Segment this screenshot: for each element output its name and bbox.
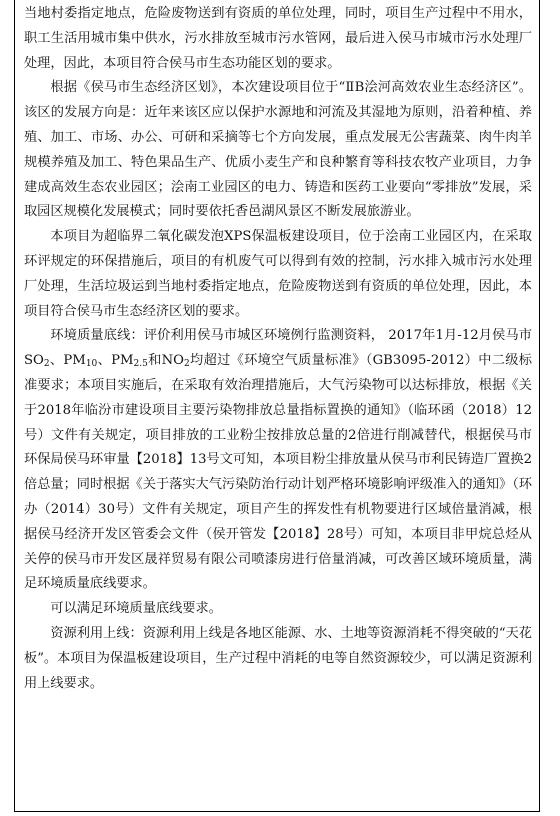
env-quality-text: 环境质量底线：评价利用侯马市城区环境例行监测资料， 2017年1月-12月侯马市SO bbox=[24, 328, 532, 369]
env-quality-text: 、PM bbox=[97, 353, 134, 369]
paragraph-project-description: 本项目为超临界二氧化碳发泡XPS保温板建设项目，位于浍南工业园区内，在采取环评规定的环保措施后，项目的有机废气可以得到有效的控制，污水排入城市污水处理厂处理，生活垃圾运到当地村委指定地点，危险废物送到有资质的单位处理，因此，本项目符合侯马市生态经济区划的要求。 bbox=[24, 229, 532, 319]
env-quality-text: 、PM bbox=[49, 353, 86, 369]
env-quality-text: 和NO bbox=[147, 353, 184, 369]
so2-subscript: 2 bbox=[43, 359, 50, 370]
env-quality-text: 均超过《环境空气质量标准》（GB3095-2012）中二级标准要求；本项目实施后，在采取有效治理措施后，大气污染物可以达标排放，根据《关于2018年临汾市建设项目主要污染物排放总量指标置换的通知》（临环函（2018）12号）文件有关规定，项目排放的工业粉尘按排放总量的2倍进行削减替代，根据侯马市环保局侯马环审量【2018】13号文可知，本项目粉尘排放量从侯马市利民铸造厂置换2倍总量；同时根据《关于落实大气污染防治行动计划严格环境影响评级准入的通知》（环办（2014）30号）文件有关规定，项目产生的挥发性有机物要进行区域倍量消减，根据侯马经济开发区管委会文件（侯开管发【2018】28号）可知，本项目非甲烷总烃从关停的侯马市开发区晟祥贸易有限公司喷漆房进行倍量消减，可改善区域环境质量，满足环境质量底线要求。 bbox=[24, 353, 532, 592]
no2-subscript: 2 bbox=[184, 359, 190, 370]
paragraph-environmental-quality bbox=[24, 324, 532, 597]
paragraph-intro-continued: 当地村委指定地点，危险废物送到有资质的单位处理，同时，项目生产过程中不用水，职工生活用城市集中供水，污水排放至城市污水管网，最后进入侯马市城市污水处理厂处理，因此，本项目符合侯马市生态功能区划的要求。 bbox=[24, 6, 532, 71]
paragraph-eco-zoning: 根据《侯马市生态经济区划》，本次建设项目位于“ⅡB浍河高效农业生态经济区”。该区的发展方向是：近年来该区应以保护水源地和河流及其湿地为原则，沿着种植、养殖、加工、市场、办公、可研和采摘等七个方向发展，重点发展无公害蔬菜、肉牛肉羊规模养殖及加工、特色果品生产、优质小麦生产和良种繁育等科技农牧产业项目，力争建成高效生态农业园区；浍南工业园区的电力、铸造和医药工业要向“零排放”发展，采取园区规模化发展模式；同时要依托香邑湖风景区不断发展旅游业。 bbox=[24, 80, 532, 220]
document-body bbox=[24, 2, 532, 696]
pm25-subscript: 2.5 bbox=[133, 359, 148, 370]
paragraph-env-quality-conclusion: 可以满足环境质量底线要求。 bbox=[50, 601, 222, 617]
pm10-subscript: 10 bbox=[85, 359, 98, 370]
paragraph-resource-limit: 资源利用上线：资源利用上线是各地区能源、水、土地等资源消耗不得突破的“天花板”。本项目为保温板建设项目，生产过程中消耗的电等自然资源较少，可以满足资源利用上线要求。 bbox=[24, 625, 532, 691]
